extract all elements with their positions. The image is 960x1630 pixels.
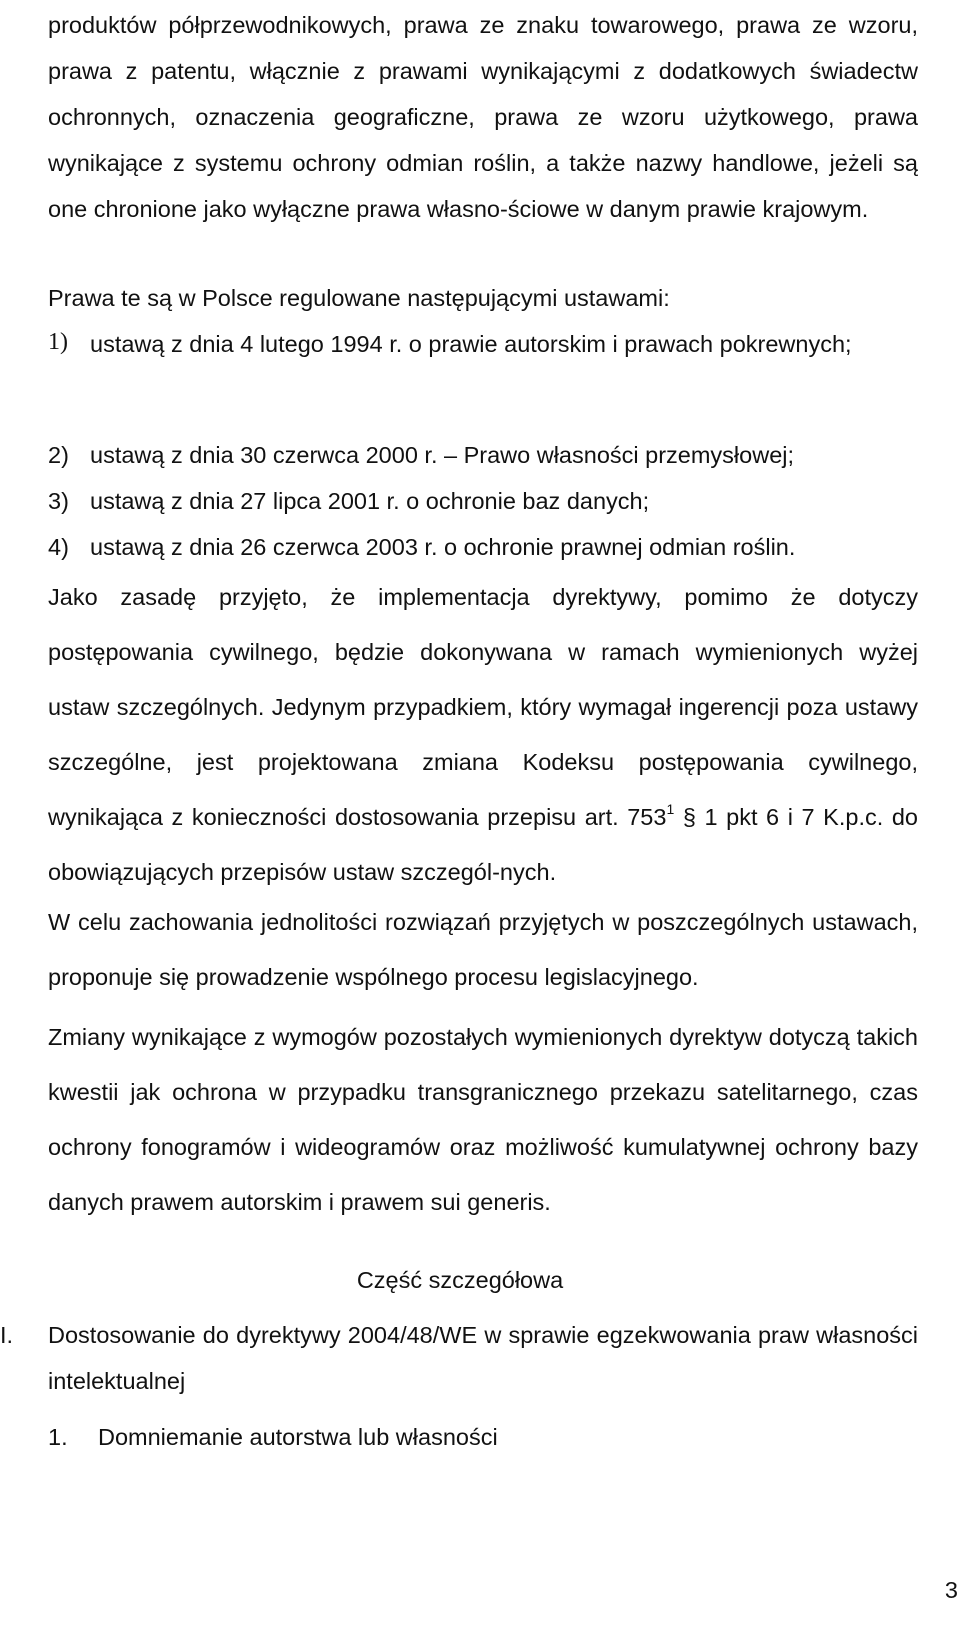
principle-text-end: § 1 pkt 6 i 7 K.p.c. do obowiązujących przepisów ustaw szczegól-nych. bbox=[48, 804, 918, 885]
roman-numeral: I. bbox=[0, 1322, 14, 1348]
article-superscript: 1 bbox=[666, 801, 675, 818]
numbered-subheading bbox=[48, 1422, 918, 1452]
page-number: 3 bbox=[944, 1577, 958, 1603]
list-item bbox=[48, 478, 918, 524]
roman-numbered-heading bbox=[0, 1312, 918, 1404]
uniformity-paragraph: W celu zachowania jednolitości rozwiązań przyjętych w poszczególnych ustawach, proponuje się prowadzenie wspólnego procesu legislacyjnego. bbox=[48, 909, 918, 990]
list-item-text: ustawą z dnia 30 czerwca 2000 r. – Prawo własności przemysłowej; bbox=[90, 442, 795, 468]
subheading-text: Domniemanie autorstwa lub własności bbox=[98, 1424, 498, 1450]
section-heading bbox=[0, 1265, 920, 1295]
list-item-text: ustawą z dnia 26 czerwca 2003 r. o ochronie prawnej odmian roślin. bbox=[90, 534, 796, 560]
principle-paragraph bbox=[48, 570, 918, 900]
list-item-number: 1) bbox=[48, 329, 68, 355]
subheading-number: 1. bbox=[48, 1424, 68, 1450]
list-item bbox=[48, 524, 918, 570]
list-item-number: 4) bbox=[48, 534, 69, 560]
list-item-number: 3) bbox=[48, 488, 69, 514]
acts-lead-sentence: Prawa te są w Polsce regulowane następującymi ustawami: bbox=[48, 285, 670, 311]
list-item-text: ustawą z dnia 4 lutego 1994 r. o prawie autorskim i prawach pokrewnych; bbox=[90, 331, 852, 357]
list-item-text: ustawą z dnia 27 lipca 2001 r. o ochronie baz danych; bbox=[90, 488, 650, 514]
intro-paragraph: produktów półprzewodnikowych, prawa ze znaku towarowego, prawa ze wzoru, prawa z patentu, włącznie z prawami wynikającymi z dodatkowych świadectw ochronnych, oznaczenia geograficzne, prawa ze wzoru użytkowego, prawa wynikające z systemu ochrony odmian roślin, a także nazwy handlowe, jeżeli są one chronione jako wyłączne prawa własno-ściowe w danym prawie krajowym. bbox=[48, 12, 918, 222]
list-item bbox=[48, 319, 918, 369]
principle-text-start: Jako zasadę przyjęto, że implementacja dyrektywy, pomimo że dotyczy postępowania cywilnego, będzie dokonywana w ramach wymienionych wyżej ustaw szczególnych. Jedynym przypadkiem, który wymagał ingerencji poza ustawy szczególne, jest projektowana zmiana Kodeksu postępowania cywilnego, wynikająca z konieczności dostosowania przepisu art. 753 bbox=[48, 584, 918, 830]
section-heading-text: Część szczegółowa bbox=[356, 1267, 564, 1293]
changes-paragraph: Zmiany wynikające z wymogów pozostałych wymienionych dyrektyw dotyczą takich kwestii jak ochrona w przypadku transgranicznego przekazu satelitarnego, czas ochrony fonogramów i wideogramów oraz możliwość kumulatywnej ochrony bazy danych prawem autorskim i prawem sui generis. bbox=[48, 1024, 918, 1215]
list-item-number: 2) bbox=[48, 442, 69, 468]
roman-heading-text: Dostosowanie do dyrektywy 2004/48/WE w sprawie egzekwowania praw własności intelektualnej bbox=[48, 1322, 918, 1394]
list-item bbox=[48, 432, 918, 478]
